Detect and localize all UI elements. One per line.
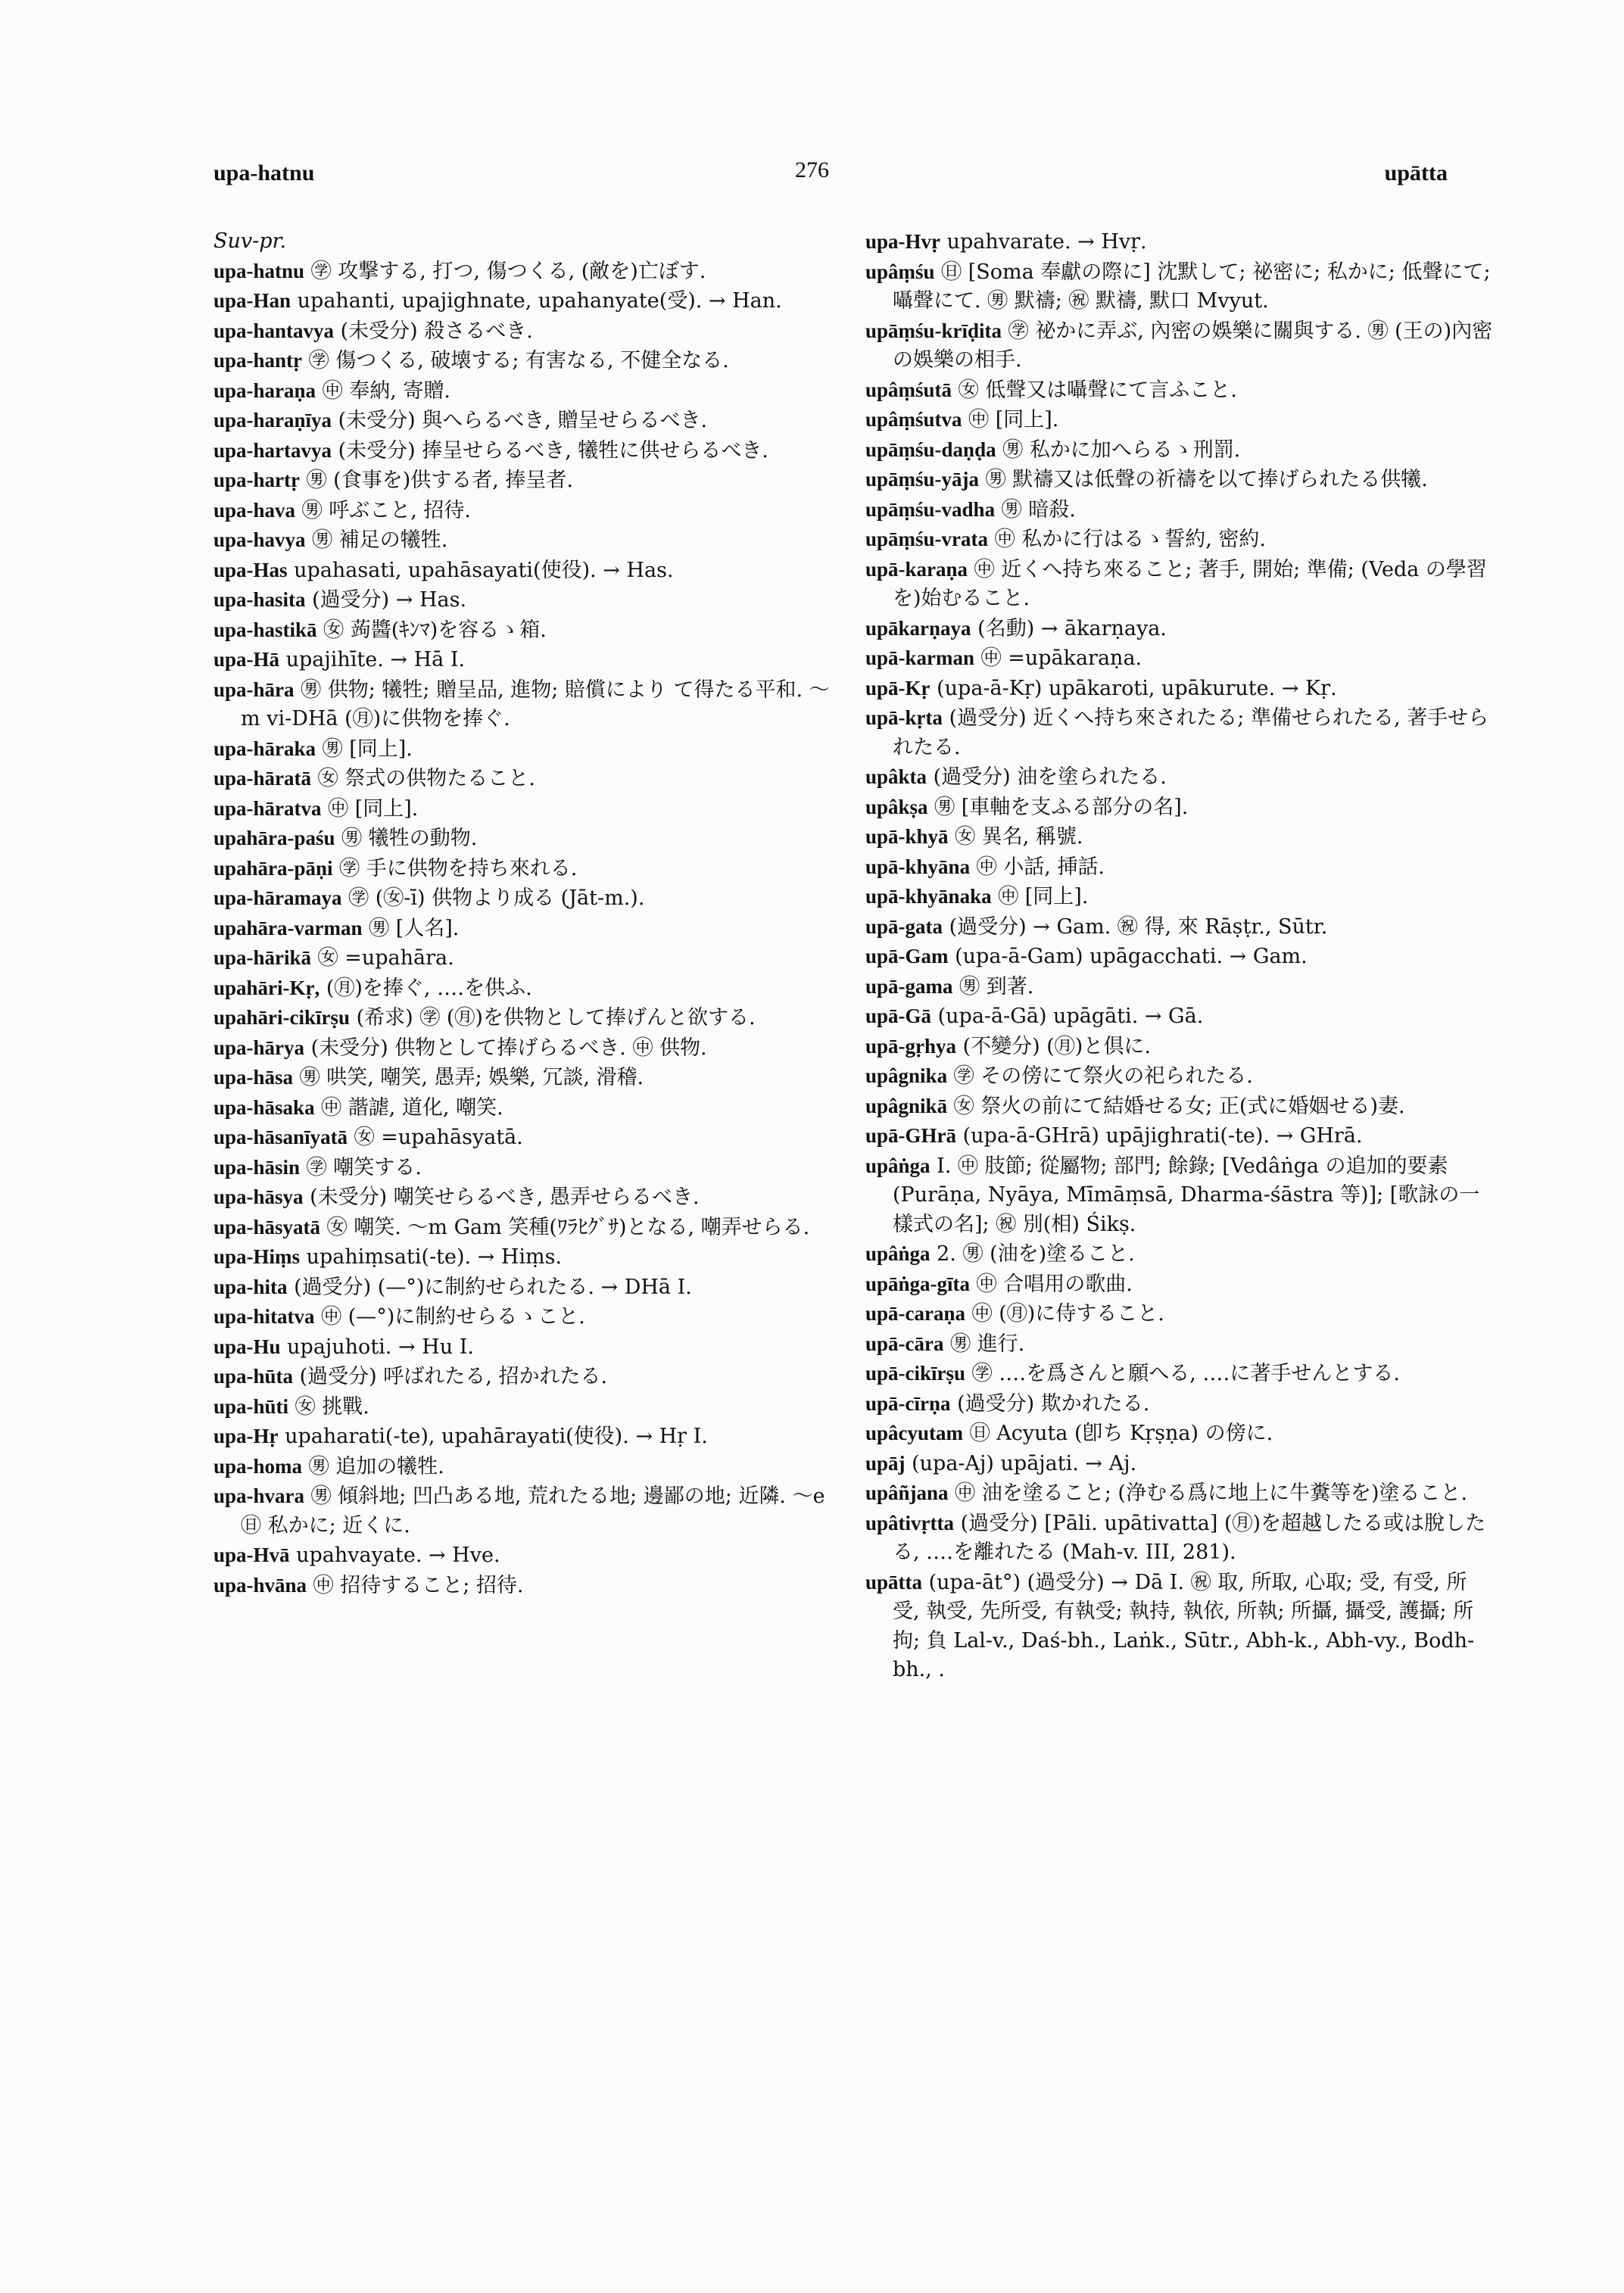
dictionary-entry: [214, 854, 842, 884]
definition: (㊊)を捧ぐ, ‥‥を供ふ.: [326, 976, 532, 1000]
headword: upā-cikīrṣu: [865, 1362, 966, 1385]
definition: (過受分) [Pāli. upātivatta] (㊊)を超越したる或は脫したる, ‥‥を離れたる (Mah-v. III, 281).: [893, 1511, 1486, 1564]
definition: ㊥ (㊊)に侍すること.: [971, 1302, 1164, 1326]
definition: upahiṃsati(-te). → Hiṃs.: [306, 1245, 563, 1269]
headword: upā-Kṛ: [865, 676, 930, 699]
page-number: 276: [795, 157, 829, 182]
definition: ㊚ 補足の犧牲.: [312, 528, 448, 552]
headword: upā-gṛhya: [865, 1034, 957, 1058]
definition: ㊫ 嘲笑する.: [306, 1155, 422, 1179]
definition: ㊥ [同上].: [328, 796, 419, 821]
headword: upa-haraṇīya: [214, 409, 332, 431]
dictionary-entry: [214, 794, 842, 824]
definition: ㊛ 祭式の供物たること.: [317, 767, 535, 790]
dictionary-entry: [214, 227, 842, 257]
dictionary-entry: [214, 1302, 842, 1332]
left-column: [214, 227, 842, 1600]
dictionary-entry: [865, 912, 1494, 942]
definition: I. ㊥ 肢節; 從屬物; 部門; 餘錄; [Vedâṅga の追加的要素(Purāṇa, Nyāya, Mīmāṃsā, Dharma-śāstra 等)]; [歌詠の一樣式の名]; ㊗ 別(相) Śikṣ.: [893, 1154, 1480, 1236]
definition: ㊛ 嘲笑. ～m Gam 笑種(ﾜﾗﾋｸﾞｻ)となる, 嘲弄せらる.: [326, 1215, 810, 1239]
definition: ㊚ 進行.: [950, 1332, 1025, 1356]
dictionary-entry: [214, 615, 842, 646]
headword: upâṅga: [865, 1154, 930, 1177]
dictionary-entry: [214, 1003, 842, 1033]
headword: upā-khyāna: [865, 855, 971, 878]
dictionary-entry: [214, 1481, 842, 1541]
headword: upa-hāsaka: [214, 1095, 315, 1119]
headword: upā-caraṇa: [865, 1302, 966, 1325]
dictionary-entry: [214, 257, 842, 287]
headword: upa-hasita: [214, 588, 306, 611]
definition: (不變分) (㊊)と倶に.: [962, 1034, 1151, 1058]
definition: ㊐ Acyuta (卽ち Kṛṣṇa) の傍に.: [969, 1422, 1273, 1445]
headword: upā-cīrṇa: [865, 1391, 951, 1415]
definition: Suv-pr.: [214, 229, 287, 253]
definition: ㊫ 攻撃する, 打つ, 傷つくる, (敵を)亡ぼす.: [310, 259, 706, 283]
right-column: [865, 227, 1494, 1685]
definition: (過受分) 欺かれたる.: [957, 1391, 1150, 1416]
dictionary-entry: [214, 1422, 842, 1452]
dictionary-entry: [214, 1242, 842, 1273]
dictionary-entry: [865, 1329, 1494, 1360]
dictionary-entry: [865, 435, 1494, 466]
dictionary-entry: [865, 822, 1494, 852]
dictionary-entry: [214, 914, 842, 944]
dictionary-entry: [214, 316, 842, 347]
dictionary-entry: [214, 1392, 842, 1422]
headword: upa-Hṛ: [214, 1425, 279, 1447]
dictionary-entry: [865, 555, 1494, 614]
definition: ㊥ 私かに行はるゝ誓約, 密約.: [994, 528, 1266, 551]
headword: upa-hūti: [214, 1394, 289, 1418]
headword: upāṃśu-daṇḍa: [865, 438, 996, 461]
definition: (upa-ā-Gam) upāgacchati. → Gam.: [955, 945, 1308, 968]
headword: upa-hastikā: [214, 618, 317, 641]
headword: upa-hārya: [214, 1036, 305, 1059]
headword: upā-cāra: [865, 1332, 944, 1355]
dictionary-entry: [865, 1032, 1494, 1062]
headword: upāṃśu-vrata: [865, 528, 989, 550]
definition: (upa-ā-GHrā) upājighrati(-te). → GHrā.: [962, 1124, 1363, 1148]
dictionary-entry: [214, 585, 842, 615]
dictionary-entry: [865, 405, 1494, 435]
headword: upā-GHrā: [865, 1124, 957, 1147]
headword: upa-hvara: [214, 1485, 305, 1507]
definition: ㊥ 合唱用の歌曲.: [976, 1272, 1133, 1296]
dictionary-entry: [214, 764, 842, 794]
headword: upātta: [865, 1570, 923, 1594]
dictionary-entry: [865, 1002, 1494, 1032]
dictionary-entry: [214, 496, 842, 526]
definition: ㊚ 傾斜地; 凹凸ある地, 荒れたる地; 邊鄙の地; 近隣. ～e ㊐ 私かに; 近くに.: [241, 1485, 825, 1537]
headword: upa-hāsin: [214, 1155, 301, 1179]
headword: upa-Han: [214, 289, 291, 312]
dictionary-entry: [865, 762, 1494, 793]
definition: ㊚ [同上].: [322, 737, 413, 761]
dictionary-entry: [214, 406, 842, 436]
dictionary-entry: [865, 1270, 1494, 1300]
definition: (過受分) 近くへ持ち來されたる; 準備せられたる, 著手せられたる.: [893, 706, 1489, 759]
headword: upā-karaṇa: [865, 557, 968, 581]
headword: upa-hāraka: [214, 737, 316, 760]
headword: upa-hāramaya: [214, 886, 342, 909]
definition: ㊚ 默禱又は低聲の祈禱を以て捧げられたる供犧.: [985, 468, 1428, 491]
dictionary-entry: [865, 257, 1494, 316]
definition: ㊫ (㊛-ī) 供物より成る (Jāt-m.).: [348, 886, 645, 910]
dictionary-entry: [865, 525, 1494, 555]
definition: (upa-Aj) upājati. → Aj.: [912, 1451, 1137, 1475]
definition: ㊫ 手に供物を持ち來れる.: [339, 856, 578, 880]
definition: ㊥ [同上].: [968, 408, 1059, 431]
headword: upâṅga: [865, 1242, 930, 1265]
definition: ㊚ 呼ぶこと, 招待.: [301, 498, 471, 522]
headword: upâtivṛtta: [865, 1511, 954, 1534]
definition: (upa-ā-Kṛ) upākaroti, upākurute. → Kṛ.: [937, 676, 1337, 700]
running-head-left: upa-hatnu: [214, 160, 315, 185]
headword: upa-hatnu: [214, 259, 305, 282]
definition: ㊥ 近くへ持ち來ること; 著手, 開始; 準備; (Veda の學習を)始むること.: [893, 557, 1487, 610]
definition: ㊥ 奉納, 寄贈.: [322, 379, 450, 403]
headword: upa-hāsa: [214, 1066, 294, 1089]
headword: upâkta: [865, 765, 927, 788]
definition: ㊫ ‥‥を爲さんと願へる, ‥‥に著手せんとする.: [971, 1362, 1401, 1385]
definition: (未受分) 與へらるべき, 贈呈せらるべき.: [338, 409, 708, 432]
headword: upa-homa: [214, 1454, 303, 1478]
definition: upahvarate. → Hvṛ.: [946, 230, 1147, 254]
dictionary-entry: [214, 1093, 842, 1123]
definition: ㊛ 異名, 稱號.: [955, 825, 1083, 849]
dictionary-entry: [214, 1123, 842, 1153]
dictionary-entry: [865, 1478, 1494, 1509]
dictionary-entry: [214, 1452, 842, 1482]
definition: ㊥ [同上].: [998, 885, 1089, 908]
headword: upâcyutam: [865, 1422, 964, 1444]
definition: ㊚ 暗殺.: [1001, 497, 1076, 522]
headword: upa-haraṇa: [214, 379, 316, 402]
dictionary-entry: [214, 1273, 842, 1303]
definition: ㊥ =upākaraṇa.: [980, 646, 1142, 670]
headword: upā-khyānaka: [865, 885, 992, 908]
definition: ㊥ 諧謔, 道化, 嘲笑.: [321, 1095, 503, 1120]
dictionary-entry: [214, 436, 842, 466]
definition: ㊚ 哄笑, 嘲笑, 愚弄; 娛樂, 冗談, 滑稽.: [299, 1066, 644, 1089]
definition: ㊥ 招待すること; 招待.: [313, 1573, 524, 1597]
dictionary-entry: [214, 525, 842, 556]
headword: upa-hāsyatā: [214, 1215, 321, 1238]
dictionary-entry: [865, 1359, 1494, 1389]
definition: (未受分) 供物として捧げらるべき. ㊥ 供物.: [310, 1036, 707, 1060]
definition: upajuhoti. → Hu I.: [287, 1335, 474, 1359]
definition: (過受分) 呼ばれたる, 招かれたる.: [299, 1365, 608, 1388]
dictionary-entry: [865, 1151, 1494, 1240]
dictionary-entry: [865, 972, 1494, 1002]
definition: ㊐ [Soma 奉獻の際に] 沈默して; 祕密に; 私かに; 低聲にて; 囁聲にて. ㊚ 默禱; ㊗ 默禱, 默口 Mvyut.: [893, 260, 1491, 313]
headword: upa-Hvā: [214, 1544, 290, 1566]
headword: upāṃśu-yāja: [865, 468, 980, 491]
headword: upa-hitatva: [214, 1305, 315, 1328]
definition: upahanti, upajighnate, upahanyate(受). → Han.: [297, 289, 782, 313]
headword: upā-karman: [865, 646, 975, 669]
definition: upahasati, upahāsayati(使役). → Has.: [294, 558, 674, 582]
dictionary-entry: [865, 942, 1494, 972]
definition: (過受分) → Gam. ㊗ 得, 來 Rāṣṭr., Sūtr.: [949, 914, 1328, 939]
headword: upa-hūta: [214, 1365, 294, 1388]
definition: ㊛ 蒟醬(ｷﾝﾏ)を容るゝ箱.: [323, 618, 547, 642]
dictionary-entry: [865, 793, 1494, 823]
definition: ㊛ =upahāra.: [317, 946, 454, 970]
definition: ㊚ 供物; 犧牲; 贈呈品, 進物; 賠償により て得たる平和. ～m vi-DHā (㊊)に供物を捧ぐ.: [241, 678, 830, 731]
dictionary-entry: [214, 1541, 842, 1571]
dictionary-entry: [214, 466, 842, 496]
definition: 2. ㊚ (油を)塗ること.: [937, 1242, 1135, 1266]
headword: upa-hāratva: [214, 796, 322, 820]
dictionary-entry: [214, 346, 842, 376]
dictionary-entry: [214, 556, 842, 586]
dictionary-entry: [214, 974, 842, 1004]
headword: upa-Has: [214, 558, 288, 581]
headword: upa-hava: [214, 498, 296, 522]
dictionary-entry: [865, 1092, 1494, 1122]
definition: (過受分) 油を塗られたる.: [933, 765, 1167, 789]
headword: upâṃśutā: [865, 378, 952, 401]
headword: upâṃśutva: [865, 408, 962, 431]
dictionary-entry: [214, 645, 842, 675]
definition: ㊚ 到著.: [959, 974, 1034, 999]
headword: upākarṇaya: [865, 616, 971, 640]
headword: upahāri-cikīrṣu: [214, 1006, 351, 1029]
definition: ㊛ 祭火の前にて結婚せる女; 正(式に婚姻せる)妻.: [953, 1094, 1405, 1118]
dictionary-entry: [214, 1153, 842, 1183]
definition: upaharati(-te), upahārayati(使役). → Hṛ I.: [285, 1425, 708, 1448]
headword: upā-kṛta: [865, 706, 943, 729]
headword: upāṃśu-vadha: [865, 497, 996, 521]
definition: ㊚ [人名].: [369, 916, 460, 940]
headword: upâṃśu: [865, 260, 935, 283]
definition: ㊥ 油を塗ること; (浄むる爲に地上に牛糞等を)塗ること.: [955, 1481, 1468, 1505]
headword: upa-havya: [214, 528, 306, 551]
definition: ㊚ 犧牲の動物.: [341, 827, 478, 850]
running-head-right: upātta: [1384, 160, 1448, 185]
headword: upa-hita: [214, 1275, 288, 1298]
definition: (名動) → ākarṇaya.: [977, 616, 1167, 640]
headword: upâkṣa: [865, 795, 928, 818]
dictionary-entry: [865, 1061, 1494, 1092]
dictionary-entry: [865, 1509, 1494, 1568]
definition: ㊫ その傍にて祭火の祀られたる.: [953, 1064, 1253, 1088]
definition: ㊛ =upahāsyatā.: [354, 1126, 523, 1149]
headword: upa-hvāna: [214, 1573, 307, 1597]
dictionary-entry: [214, 1571, 842, 1601]
headword: upā-gama: [865, 974, 953, 998]
headword: upa-hantṛ: [214, 349, 303, 372]
headword: upa-hāsanīyatā: [214, 1126, 348, 1148]
dictionary-entry: [214, 943, 842, 974]
definition: ㊚ 私かに加へらるゝ刑罰.: [1002, 438, 1241, 462]
dictionary-entry: [865, 1449, 1494, 1479]
headword: upahāra-paśu: [214, 827, 335, 849]
dictionary-entry: [214, 376, 842, 407]
dictionary-entry: [865, 375, 1494, 406]
dictionary-entry: [865, 227, 1494, 257]
dictionary-entry: [214, 1362, 842, 1392]
headword: upāj: [865, 1451, 906, 1475]
headword: upahāri-Kṛ,: [214, 976, 320, 999]
dictionary-entry: [865, 1121, 1494, 1151]
headword: upā-Gā: [865, 1005, 932, 1027]
headword: upâgnikā: [865, 1094, 948, 1117]
headword: upa-hantavya: [214, 319, 335, 342]
definition: ㊫ 傷つくる, 破壊する; 有害なる, 不健全なる.: [308, 349, 729, 372]
dictionary-entry: [214, 883, 842, 914]
definition: upahvayate. → Hve.: [296, 1544, 500, 1567]
definition: (upa-āt°) (過受分) → Dā I. ㊗ 取, 所取, 心取; 受, 有受, 所受, 執受, 先所受, 有執受; 執持, 執依, 所執; 所攝, 攝受, 護攝; 所拘; 負 Lal-v., Daś-bh., Laṅk., Sūtr., Abh-k., Abh-vy., Bodh-bh., .: [893, 1570, 1475, 1681]
dictionary-entry: [214, 1213, 842, 1243]
definition: (過受分) → Has.: [312, 588, 467, 612]
headword: upa-hāra: [214, 678, 295, 701]
definition: ㊚ (食事を)供する者, 捧呈者.: [306, 469, 573, 492]
headword: upa-hāratā: [214, 767, 312, 790]
dictionary-entry: [865, 495, 1494, 525]
headword: upa-Hvṛ: [865, 230, 941, 253]
definition: (希求) ㊫ (㊊)を供物として捧げんと欲する.: [356, 1006, 756, 1030]
dictionary-entry: [865, 316, 1494, 375]
dictionary-entry: [865, 852, 1494, 883]
headword: upa-hārikā: [214, 946, 312, 969]
dictionary-entry: [865, 1389, 1494, 1419]
headword: upa-hartṛ: [214, 469, 300, 491]
headword: upā-khyā: [865, 825, 949, 848]
dictionary-entry: [214, 286, 842, 316]
definition: ㊚ 追加の犧牲.: [308, 1454, 444, 1478]
dictionary-entry: [865, 882, 1494, 912]
dictionary-entry: [214, 1332, 842, 1363]
headword: upa-hāsya: [214, 1185, 304, 1208]
headword: upā-gata: [865, 914, 943, 938]
definition: ㊫ 祕かに弄ぶ, 內密の娛樂に關與する. ㊚ (王の)內密の娛樂の相手.: [893, 319, 1493, 372]
definition: (未受分) 殺さるべき.: [340, 319, 533, 343]
headword: upâgnika: [865, 1064, 948, 1087]
headword: upa-Hiṃs: [214, 1245, 301, 1268]
headword: upâñjana: [865, 1481, 949, 1504]
headword: upahāra-varman: [214, 916, 363, 939]
definition: ㊚ [車軸を支ふる部分の名].: [934, 795, 1189, 819]
dictionary-entry: [865, 703, 1494, 762]
dictionary-entry: [865, 1239, 1494, 1270]
dictionary-entry: [214, 824, 842, 854]
dictionary-entry: [865, 1299, 1494, 1329]
headword: upā-Gam: [865, 945, 949, 967]
definition: (upa-ā-Gā) upāgāti. → Gā.: [937, 1005, 1204, 1028]
headword: upa-Hu: [214, 1335, 281, 1358]
headword: upahāra-pāṇi: [214, 856, 333, 880]
definition: ㊥ 小話, 挿話.: [976, 855, 1105, 879]
definition: upajihīte. → Hā I.: [285, 648, 466, 671]
definition: (未受分) 嘲笑せらるべき, 愚弄せらるべき.: [310, 1185, 700, 1209]
dictionary-entry: [865, 465, 1494, 495]
dictionary-entry: [865, 643, 1494, 674]
dictionary-entry: [214, 734, 842, 765]
dictionary-entry: [214, 1033, 842, 1064]
dictionary-entry: [865, 1419, 1494, 1449]
headword: upa-Hā: [214, 648, 280, 671]
definition: (未受分) 捧呈せらるべき, 犧牲に供せらるべき.: [338, 438, 769, 463]
headword: upa-hartavya: [214, 438, 332, 462]
headword: upāṃśu-krīḍita: [865, 319, 1002, 342]
definition: ㊛ 低聲又は囁聲にて言ふこと.: [958, 378, 1237, 402]
dictionary-entry: [214, 1182, 842, 1213]
definition: (過受分) (—°)に制約せられたる. → DHā I.: [294, 1275, 692, 1299]
dictionary-entry: [865, 614, 1494, 644]
definition: ㊥ (—°)に制約せらるゝこと.: [321, 1305, 585, 1329]
definition: ㊛ 挑戰.: [295, 1394, 369, 1419]
dictionary-entry: [214, 1063, 842, 1093]
dictionary-entry: [865, 1568, 1494, 1685]
dictionary-entry: [865, 674, 1494, 704]
headword: upāṅga-gīta: [865, 1272, 971, 1295]
dictionary-entry: [214, 675, 842, 734]
